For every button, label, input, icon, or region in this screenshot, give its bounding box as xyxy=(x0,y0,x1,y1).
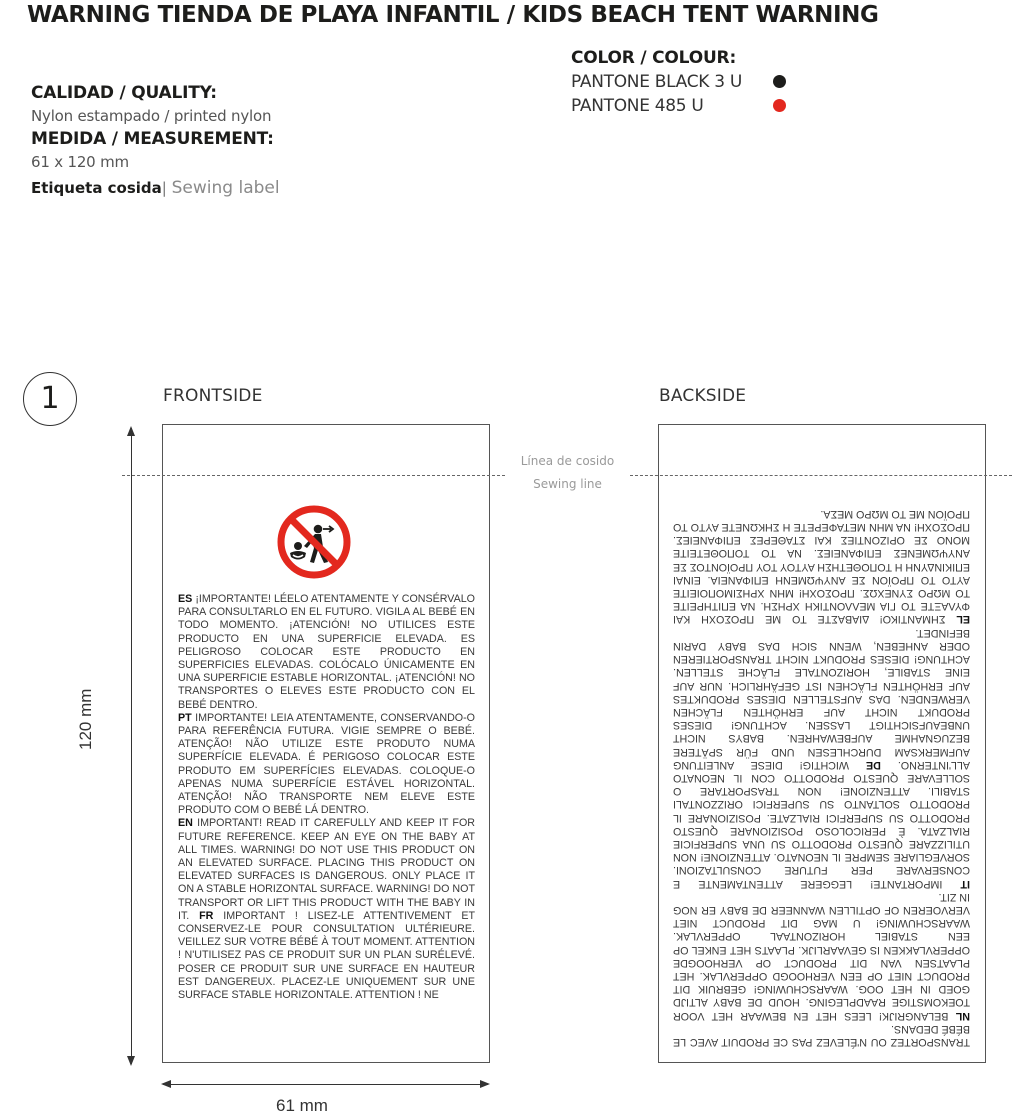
color-item xyxy=(571,70,786,94)
step-number-badge: 1 xyxy=(23,372,77,426)
warning-text: IMPORTANTE! LEGGERE ATTENTAMENTE E CONSERVARE PER FUTURE CONSULTAZIONI. SORVEGLIARE SEMPRE IL NEONATO. ATTENZIONE! NON UTILIZZARE QUESTO PRODOTTO SU UNA SUPERFICIE RIALZATA. È PERICOLOSO POSIZIONARE QUESTO PRODOTTO SU SUPERFICI RIALZATE. POSIZIONARE IL PRODOTTO SOLTANTO SU SUPERFICI ORIZZONTALI STABILI. ATTENZIONE! NON TRASPORTARE O SOLLEVARE QUESTO PRODOTTO CON IL NEONATO ALL'INTERNO. xyxy=(673,758,970,890)
sewing-line-label-es: Línea de cosido xyxy=(520,454,615,468)
width-dimension-arrow xyxy=(163,1084,488,1085)
color-block xyxy=(571,46,786,118)
language-code: EN xyxy=(178,817,193,830)
language-code: ES xyxy=(178,593,193,605)
language-code: EL xyxy=(956,613,970,626)
warning-text: TRANSPORTEZ OU N'ÉLEVEZ PAS CE PRODUIT AVEC LE BÉBÉ DEDANS. xyxy=(673,1022,970,1048)
backside-rotated-content xyxy=(659,473,985,1062)
backside-title: BACKSIDE xyxy=(659,386,747,406)
warning-block-pt xyxy=(178,712,475,816)
frontside-label xyxy=(162,424,490,1063)
color-item xyxy=(571,94,786,118)
backside-warning-text xyxy=(673,507,970,1048)
sewing-line-label-en: Sewing line xyxy=(533,477,602,491)
height-dimension-arrow xyxy=(131,428,132,1064)
warning-text: ΣΗΜΑΝΤΙΚΟ! ΔΙΑΒΑΣΤΕ ΤΟ ΜΕ ΠΡΟΣΟΧΗ ΚΑΙ ΦΥΛΑΞΤΕ ΤΟ ΓΙΑ ΜΕΛΛΟΝΤΙΚΗ ΧΡΗΣΗ. ΝΑ ΕΠΙΤΗΡΕΙΤΕ ΤΟ ΜΩΡΟ ΣΥΝΕΧΩΣ. ΠΡΟΣΟΧΗ! ΜΗΝ ΧΡΗΣΙΜΟΠΟΙΕΙΤΕ ΑΥΤΟ ΤΟ ΠΡΟΪΟΝ ΣΕ ΑΝΥΨΩΜΕΝΗ ΕΠΙΦΑΝΕΙΑ. ΕΙΝΑΙ ΕΠΙΚΙΝΔΥΝΗ Η ΤΟΠΟΘΕΤΗΣΗ ΑΥΤΟΥ ΤΟΥ ΠΡΟΪΟΝΤΟΣ ΣΕ ΑΝΥΨΩΜΕΝΕΣ ΕΠΙΦΑΝΕΙΕΣ. ΝΑ ΤΟ ΤΟΠΟΘΕΤΕΙΤΕ ΜΟΝΟ ΣΕ ΟΡΙΖΟΝΤΙΕΣ ΚΑΙ ΣΤΑΘΕΡΕΣ ΕΠΙΦΑΝΕΙΕΣ. ΠΡΟΣΟΧΗ! ΝΑ ΜΗΝ ΜΕΤΑΦΕΡΕΤΕ Η ΣΗΚΩΝΕΤΕ ΑΥΤΟ ΤΟ ΠΡΟΪΟΝ ΜΕ ΤΟ ΜΩΡΟ ΜΕΣΑ. xyxy=(673,507,970,626)
warning-text: ¡IMPORTANTE! LÉELO ATENTAMENTE Y CONSÉRVALO PARA CONSULTARLO EN EL FUTURO. VIGILA AL BEBÉ EN TODO MOMENTO. ¡ATENCIÓN! NO UTILICES ESTE PRODUCTO EN UNA SUPERFICIE ELEVADA. ES PELIGROSO COLOCAR ESTE PRODUCTO EN SUPERFICIES ELEVADAS. COLÓCALO ÚNICAMENTE EN UNA SUPERFICIE ESTABLE HORIZONTAL. ¡ATENCIÓN! NO TRANSPORTES O ELEVES ESTE PRODUCTO CON EL BEBÉ DENTRO. xyxy=(178,593,475,711)
warning-block-de xyxy=(673,627,970,771)
warning-text: IMPORTANT ! LISEZ-LE ATTENTIVEMENT ET CONSERVEZ-LE POUR CONSULTATION ULTÉRIEURE. VEILLEZ SUR VOTRE BÉBÉ À TOUT MOMENT. ATTENTION ! N'UTILISEZ PAS CE PRODUIT SUR UN PLAN SURÉLEVÉ. POSER CE PRODUIT SUR UNE SURFACE EN HAUTEUR EST DANGEREUX. PLACEZ-LE UNIQUEMENT SUR UNE SURFACE STABLE HORIZONTALE. ATTENTION ! NE xyxy=(178,909,475,1002)
warning-text: IMPORTANT! READ IT CAREFULLY AND KEEP IT FOR FUTURE REFERENCE. KEEP AN EYE ON THE BABY AT ALL TIMES. WARNING! DO NOT USE THIS PRODUCT ON AN ELEVATED SURFACE. PLACING THIS PRODUCT ON ELEVATED SURFACES IS DANGEROUS. ONLY PLACE IT ON A STABLE HORIZONTAL SURFACE. WARNING! DO NOT TRANSPORT OR LIFT THIS PRODUCT WITH THE BABY IN IT. xyxy=(178,817,475,922)
quality-value: Nylon estampado / printed nylon xyxy=(31,107,272,125)
color-name: PANTONE 485 U xyxy=(571,96,704,116)
frontside-title: FRONTSIDE xyxy=(163,386,263,406)
color-swatch-red xyxy=(773,99,786,112)
sewing-line-left xyxy=(122,475,505,476)
warning-block-es xyxy=(178,593,475,711)
warning-text: BELANGRIJK! LEES HET EN BEWAAR HET VOOR TOEKOMSTIGE RAADPLEGING. HOUD DE BABY ALTIJD GOED IN HET OOG. WAARSCHUWING! GEBRUIK DIT PRODUCT NIET OP EEN VERHOOGD OPPERVLAK. HET PLAATSEN VAN DIT PRODUCT OP VERHOOGDE OPPERVLAKKEN IS GEVAARLIJK. PLAATS HET ENKEL OP EEN STABIEL HORIZONTAAL OPPERVLAK. WAARSCHUWING! U MAG DIT PRODUCT NIET VERVOEREN OF OPTILLEN WANNEER DE BABY ER NOG IN ZIT. xyxy=(673,890,970,1022)
label-type-es: Etiqueta cosida xyxy=(31,179,162,197)
warning-text: IMPORTANTE! LEIA ATENTAMENTE, CONSERVANDO-O PARA REFERÊNCIA FUTURA. VIGIE SEMPRE O BEBÉ. ATENÇÃO! NÃO UTILIZE ESTE PRODUTO NUMA SUPERFÍCIE ELEVADA. É PERIGOSO COLOCAR ESTE PRODUTO EM SUPERFÍCIES ELEVADAS. COLOQUE-O APENAS NUMA SUPERFÍCIE ESTÁVEL HORIZONTAL. ATENÇÃO! NÃO TRANSPORTE NEM ELEVE ESTE PRODUTO COM O BEBÉ LÁ DENTRO. xyxy=(178,711,475,817)
color-swatch-black xyxy=(773,75,786,88)
height-dimension-label: 120 mm xyxy=(76,688,95,750)
warning-block-it xyxy=(673,759,970,890)
warning-block-cont xyxy=(673,1023,970,1048)
language-code: PT xyxy=(178,711,192,724)
color-heading: COLOR / COLOUR: xyxy=(571,48,737,68)
sewing-line-right xyxy=(630,475,1012,476)
warning-block-el xyxy=(673,508,970,626)
label-type-en: Sewing label xyxy=(171,178,280,198)
page-title: WARNING TIENDA DE PLAYA INFANTIL / KIDS BEACH TENT WARNING xyxy=(27,2,879,28)
language-code: FR xyxy=(199,909,214,922)
measurement-value: 61 x 120 mm xyxy=(31,153,129,171)
label-type xyxy=(31,173,280,203)
warning-block-nl xyxy=(673,891,970,1022)
color-name: PANTONE BLACK 3 U xyxy=(571,72,742,92)
warning-text: WICHTIG! DIESE ANLEITUNG AUFMERKSAM DURCHLESEN UND FÜR SPÄTERE BEZUGNAHME AUFBEWAHREN. BABYS NICHT UNBEAUFSICHTIGT LASSEN. ACHTUNG! DIESES PRODUKT NICHT AUF ERHÖHTEN FLÄCHEN VERWENDEN. DAS AUFSTELLEN DIESES PRODUKTES AUF ERHÖHTEN FLÄCHEN IST GEFÄHRLICH. NUR AUF EINE STABILE, HORIZONTALE FLÄCHE STELLEN. ACHTUNG! DIESES PRODUKT NICHT TRANSPORTIEREN ODER ANHEBEN, WENN SICH DAS BABY DARIN BEFINDET. xyxy=(673,626,970,771)
width-dimension-label: 61 mm xyxy=(276,1096,328,1115)
language-code: IT xyxy=(960,877,970,890)
quality-heading: CALIDAD / QUALITY: xyxy=(31,83,217,103)
language-code: NL xyxy=(955,1009,970,1022)
spec-block xyxy=(31,81,280,203)
backside-label xyxy=(658,424,986,1063)
warning-block-fr xyxy=(178,910,475,1001)
measurement-heading: MEDIDA / MEASUREMENT: xyxy=(31,129,274,149)
no-leaving-child-unattended-icon xyxy=(276,504,352,580)
frontside-warning-text xyxy=(178,593,475,1002)
language-code: DE xyxy=(866,758,881,771)
label-type-separator: | xyxy=(161,179,167,197)
warning-block-en xyxy=(178,817,475,921)
